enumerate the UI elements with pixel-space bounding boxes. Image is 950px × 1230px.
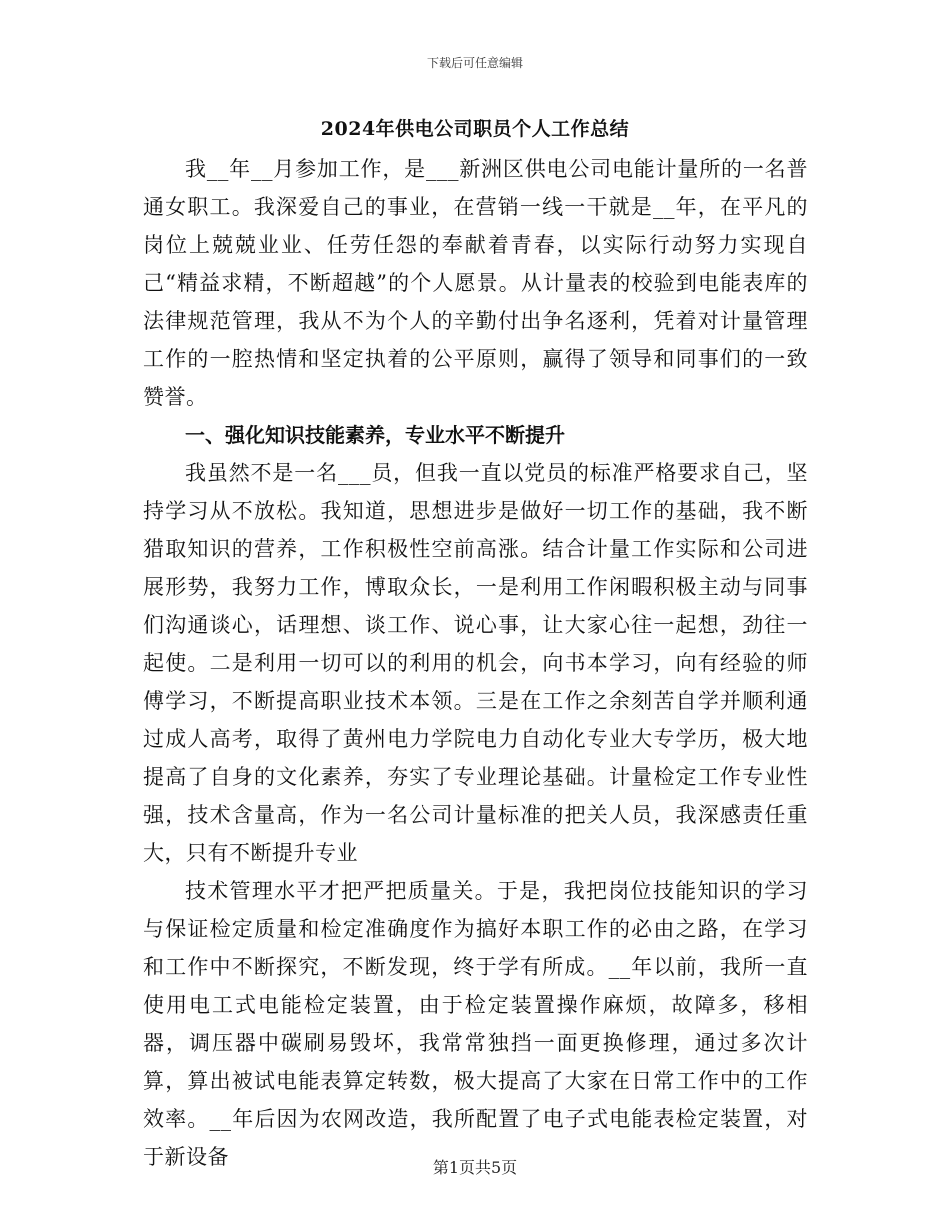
paragraph-study: 我虽然不是一名___员，但我一直以党员的标准严格要求自己，坚持学习从不放松。我知道，思想进步是做好一切工作的基础，我不断猎取知识的营养，工作积极性空前高涨。结合计量工作实际和公司进展形势，我努力工作，博取众长，一是利用工作闲暇积极主动与同事们沟通谈心，话理想、谈工作、说心事，让大家心往一起想，劲往一起使。二是利用一切可以的利用的机会，向书本学习，向有经验的师傅学习，不断提高职业技术本领。三是在工作之余刻苦自学并顺利通过成人高考，取得了黄州电力学院电力自动化专业大专学历，极大地提高了自身的文化素养，夯实了专业理论基础。计量检定工作专业性强，技术含量高，作为一名公司计量标准的把关人员，我深感责任重大，只有不断提升专业 bbox=[143, 461, 808, 865]
paragraph-technique: 技术管理水平才把严把质量关。于是，我把岗位技能知识的学习与保证检定质量和检定准确度作为搞好本职工作的必由之路，在学习和工作中不断探究，不断发现，终于学有所成。__年以前，我所一直使用电工式电能检定装置，由于检定装置操作麻烦，故障多，移相器，调压器中碳刷易毁坏，我常常独挡一面更换修理，通过多次计算，算出被试电能表算定转数，极大提高了大家在日常工作中的工作效率。__年后因为农网改造，我所配置了电子式电能表检定装置，对于新设备 bbox=[143, 879, 808, 1169]
page-number: 第1页共5页 bbox=[432, 1158, 518, 1177]
section-heading: 一、强化知识技能素养，专业水平不断提升 bbox=[185, 423, 565, 447]
paragraph-intro: 我__年__月参加工作，是___新洲区供电公司电能计量所的一名普通女职工。我深爱自己的事业，在营销一线一干就是__年，在平凡的岗位上兢兢业业、任劳任怨的奉献着青春，以实际行动努力实现自己“精益求精，不断超越”的个人愿景。从计量表的校验到电能表库的法律规范管理，我从不为个人的辛勤付出争名逐利，凭着对计量管理工作的一腔热情和坚定执着的公平原则，赢得了领导和同事们的一致赞誉。 bbox=[143, 157, 808, 409]
document-title: 2024年供电公司职员个人工作总结 bbox=[320, 118, 630, 140]
header-note: 下载后可任意编辑 bbox=[426, 56, 523, 70]
document-body bbox=[143, 150, 808, 1176]
